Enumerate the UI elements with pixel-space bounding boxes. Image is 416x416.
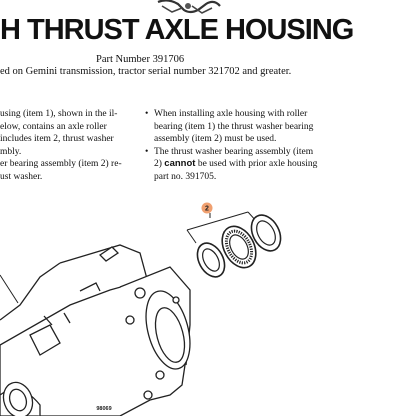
text-fragment: be used with prior axle housing bbox=[197, 159, 318, 169]
page-title: H THRUST AXLE HOUSING bbox=[0, 14, 354, 46]
text-line: elow, contains an axle roller bbox=[0, 121, 107, 132]
text-line: part no. 391705. bbox=[154, 171, 217, 182]
part-number: Part Number 391706 bbox=[96, 54, 185, 65]
text-line: • When installing axle housing with roller bbox=[154, 109, 308, 119]
text-line bbox=[154, 158, 317, 171]
text-line: assembly (item 2) must be used. bbox=[154, 134, 277, 144]
bullet-item bbox=[145, 146, 317, 184]
used-on-text: ed on Gemini transmission, tractor serial number 321702 and greater. bbox=[0, 66, 292, 77]
text-line: includes item 2, thrust washer bbox=[0, 134, 114, 144]
left-column-text bbox=[0, 108, 122, 183]
text-line: ust washer. bbox=[0, 171, 43, 182]
exploded-parts-diagram bbox=[0, 195, 416, 416]
axle-housing bbox=[0, 245, 198, 416]
callout-label: 2 bbox=[205, 205, 209, 213]
text-line: • The thrust washer bearing assembly (item bbox=[154, 146, 314, 157]
emphasis-cannot: cannot bbox=[164, 158, 196, 169]
text-fragment: 2) bbox=[154, 159, 162, 169]
right-column-text bbox=[145, 108, 317, 183]
figure-number: 98069 bbox=[96, 406, 112, 412]
bullet-item bbox=[145, 108, 317, 146]
text-line: bearing (item 1) the thrust washer bearing bbox=[154, 121, 314, 132]
text-line: er bearing assembly (item 2) re- bbox=[0, 159, 122, 169]
text-line: using (item 1), shown in the il- bbox=[0, 109, 118, 119]
text-line: mbly. bbox=[0, 146, 22, 157]
